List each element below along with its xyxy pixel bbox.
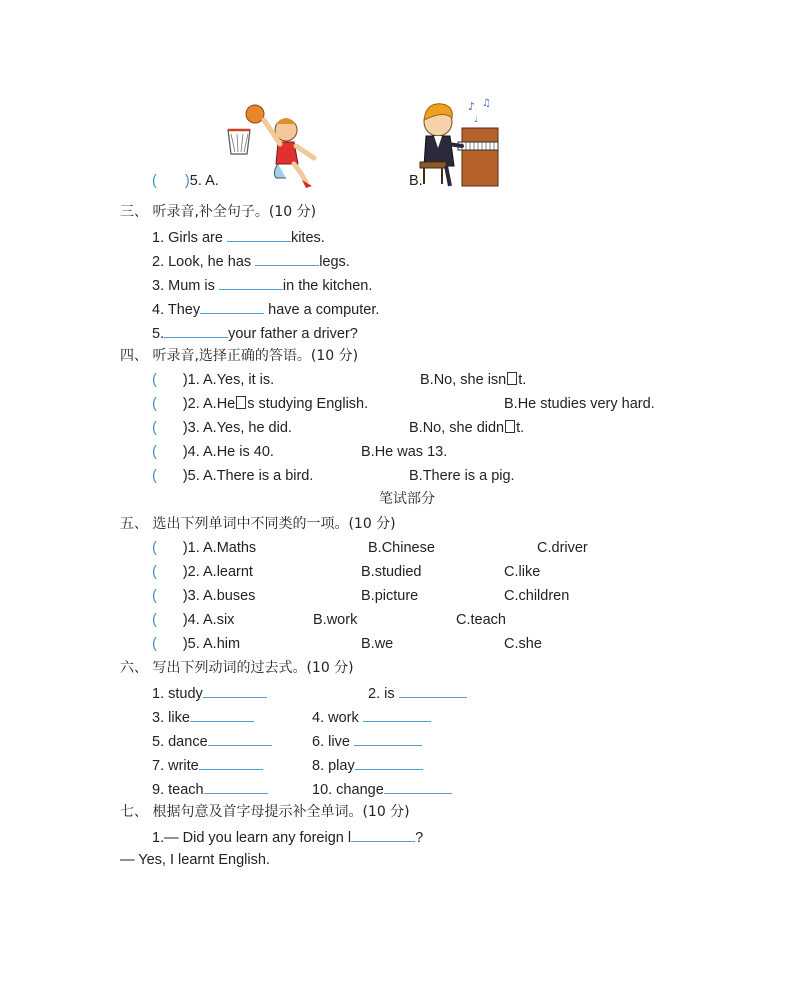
sec4-item-4-option-b: B.He was 13. (361, 444, 448, 460)
missing-glyph-box (505, 420, 515, 433)
fill-blank[interactable] (200, 299, 264, 314)
sec4-item-1: ( )1. A.Yes, it is. (152, 372, 275, 388)
svg-text:♪: ♪ (468, 100, 476, 113)
sec4-item-1-option-b: B.No, she isn t. (420, 372, 527, 388)
sec5-item-4: ( )4. A.six (152, 612, 235, 628)
fill-blank[interactable] (208, 731, 272, 746)
section-4-heading: 四、 听录音,选择正确的答语。(10 分) (120, 348, 359, 364)
section-6-heading: 六、 写出下列动词的过去式。(10 分) (120, 660, 354, 676)
sec5-item-3: ( )3. A.buses (152, 588, 256, 604)
sec5-item-3-c: C.children (504, 588, 570, 604)
sec3-item-1: 1. Girls are kites. (152, 227, 325, 247)
fill-blank[interactable] (399, 683, 467, 698)
missing-glyph-box (507, 372, 517, 385)
fill-blank[interactable] (351, 827, 415, 842)
sec5-item-5-c: C.she (504, 636, 542, 652)
sec4-item-5-option-b: B.There is a pig. (409, 468, 515, 484)
sec6-left-4: 7. write (152, 755, 263, 775)
sec4-item-3-option-b: B.No, she didn t. (409, 420, 525, 436)
sec7-answer-1: — Yes, I learnt English. (120, 852, 270, 868)
piano-boy-image (418, 98, 508, 190)
sec3-item-4: 4. They have a computer. (152, 299, 379, 319)
option-a-label: A. (205, 173, 219, 189)
sec6-left-3: 5. dance (152, 731, 272, 751)
sec4-item-4: ( )4. A.He is 40. (152, 444, 274, 460)
question-number: 5. (189, 173, 202, 189)
option-b-label: B. (409, 173, 423, 189)
sec7-question-1: 1.— Did you learn any foreign l ? (152, 827, 423, 847)
sec5-item-3-b: B.picture (361, 588, 419, 604)
sec4-item-3: ( )3. A.Yes, he did. (152, 420, 292, 436)
svg-text:♫: ♫ (482, 98, 491, 109)
sec4-item-2-option-b: B.He studies very hard. (504, 396, 655, 412)
sec6-right-5: 10. change (312, 779, 452, 799)
sec6-left-5: 9. teach (152, 779, 268, 799)
fill-blank[interactable] (204, 779, 268, 794)
fill-blank[interactable] (199, 755, 263, 770)
sec6-left-1: 1. study (152, 683, 267, 703)
sec3-item-5: 5. your father a driver? (152, 323, 358, 343)
sec3-item-3: 3. Mum is in the kitchen. (152, 275, 372, 295)
sec6-right-1: 2. is (368, 683, 467, 703)
sec6-right-4: 8. play (312, 755, 423, 775)
sec5-item-1-c: C.driver (537, 540, 588, 556)
section-7-heading: 七、 根据句意及首字母提示补全单词。(10 分) (120, 804, 410, 820)
sec3-item-2: 2. Look, he has legs. (152, 251, 350, 271)
sec5-item-2: ( )2. A.learnt (152, 564, 253, 580)
sec5-item-4-c: C.teach (456, 612, 506, 628)
fill-blank[interactable] (354, 731, 422, 746)
answer-paren-open: ( (152, 173, 157, 189)
sec5-item-5: ( )5. A.him (152, 636, 241, 652)
sec5-item-5-b: B.we (361, 636, 394, 652)
fill-blank[interactable] (227, 227, 291, 242)
sec4-item-2: ( )2. A.He s studying English. (152, 396, 369, 412)
sec4-item-5: ( )5. A.There is a bird. (152, 468, 314, 484)
sec5-item-4-b: B.work (313, 612, 358, 628)
fill-blank[interactable] (164, 323, 228, 338)
basketball-boy-image (222, 100, 322, 190)
sec5-item-1-b: B.Chinese (368, 540, 435, 556)
fill-blank[interactable] (384, 779, 452, 794)
section-5-heading: 五、 选出下列单词中不同类的一项。(10 分) (120, 516, 396, 532)
sec6-right-3: 6. live (312, 731, 422, 751)
fill-blank[interactable] (203, 683, 267, 698)
section-3-heading: 三、 听录音,补全句子。(10 分) (120, 204, 317, 220)
pic-question-5 (152, 172, 219, 190)
sec5-item-2-b: B.studied (361, 564, 422, 580)
fill-blank[interactable] (190, 707, 254, 722)
sec6-right-2: 4. work (312, 707, 431, 727)
answer-paren-close: ) (184, 173, 190, 189)
svg-text:♩: ♩ (474, 115, 479, 125)
fill-blank[interactable] (355, 755, 423, 770)
missing-glyph-box (236, 396, 246, 409)
sec5-item-1: ( )1. A.Maths (152, 540, 257, 556)
fill-blank[interactable] (255, 251, 319, 266)
fill-blank[interactable] (363, 707, 431, 722)
fill-blank[interactable] (219, 275, 283, 290)
written-part-title: 笔试部分 (379, 491, 435, 507)
sec5-item-2-c: C.like (504, 564, 541, 580)
sec6-left-2: 3. like (152, 707, 254, 727)
